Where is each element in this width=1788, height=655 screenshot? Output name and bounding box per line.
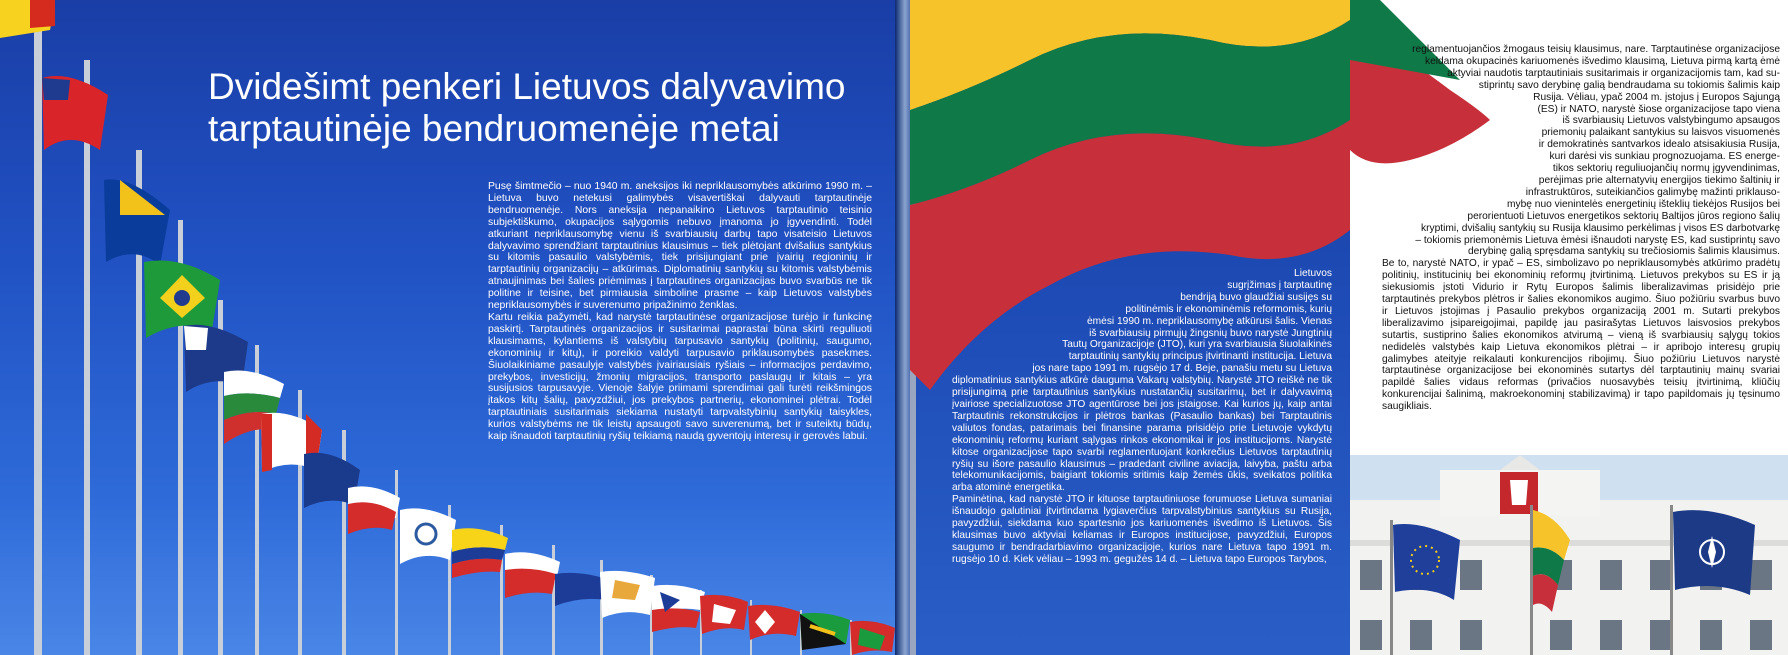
middle-line-4: politinėmis ir ekonominėmis reformomis, kurių [1125, 303, 1332, 315]
left-column-text [488, 181, 872, 443]
right-line-6: (ES) ir NATO, narystė šiose organizacijose tapo viena [1537, 103, 1780, 115]
left-paragraph-2: Kartu reikia pažymėti, kad narystė tarptautinėse organizacijose turėjo ir funkcinę paskirtį. Tarptautinės organizacijos ir susitarimai paprastai būna skirti reguliuoti klausimams, kylantiems iš valstybių tarpusavio santykių (politinių, saugumo, ekonominių ir kitų), ir poreikio valdyti tarpusavio priklausomybės pasekmes. Šiuolaikiniame pasaulyje valstybės įvairiausiais ryšiais – informacijos perdavimo, prekybos, investicijų, žmonių migracijos, transporto paslaugų ir kitais – yra susijusios tarpusavyje. Vienoje šalyje priimami sprendimai gali turėti reikšmingos įtakos kitų šalių, pavyzdžiui, jos prekybos partnerių, ekonominei plėtrai. Todėl tarptautiniais susitarimais siekiama nustatyti tarpvalstybinių santykių taisykles, kurios valstybėms ne tik leistų apsaugoti savo suverenumą, bet ir suteiktų būdų, kaip išnaudoti tarptautinių ryšių teikiamą naudą gyventojų interesų ir gerovės labui. [488, 311, 872, 443]
right-page [1350, 0, 1788, 655]
right-line-12: perėjimas prie alternatyvių energijos tiekimo šaltinių ir [1538, 174, 1780, 186]
right-line-8: priemonių palaikant santykius su laisvos visuomenės [1541, 127, 1780, 139]
page-title [208, 66, 888, 150]
right-line-15: perorientuoti Lietuvos energetikos sektorių Baltijos jūros regiono šalių [1467, 210, 1780, 222]
right-line-2: keldama okupacinės kariuomenės išvedimo klausimą, Lietuva pirmą kartą ėmė [1424, 55, 1780, 67]
left-paragraph-1: Pusę šimtmečio – nuo 1940 m. aneksijos iki nepriklausomybės atkūrimo 1990 m. – Lietuva buvo netekusi galimybės visavertiškai dalyvauti tarptautinėje bendruomenėje. Nors aneksija nepanaikino Lietuvos tarptautinio teisinio subjektiškumo, okupacijos sąlygomis nebuvo įmanoma jo įgyvendinti. Todėl atkuriant nepriklausomybę vienu iš svarbiausių darbų tapo visateisio Lietuvos dalyvavimo sprendžiant tarptautinius klausimus – tiek plėtojant dvišalius santykius su kitomis pasaulio valstybėmis, tiek prisijungiant prie įvairių regioninių ir tarptautinių organizacijų – atkūrimas. Diplomatinių santykių su kitomis valstybėmis atnaujinimas bei šalies priėmimas į tarptautines organizacijas buvo svarbūs ne tik politine ir teisine, bet pirmiausia simboline prasme – kaip Lietuvos valstybės nepriklausomybės ir suverenumo pripažinimo ženklas. [488, 181, 872, 312]
right-line-10: kuri darėsi vis sunkiau prognozuojama. ES energe- [1549, 151, 1780, 163]
right-line-17: – tokiomis priemonėmis Lietuva ėmėsi išnaudoti narystę ES, kad sustiprintų savo [1415, 234, 1780, 246]
right-line-18: derybinę galią spręsdama santykių su trečiosiomis šalimis klausimus. [1468, 246, 1780, 258]
title-line-2: tarptautinėje bendruomenėje metai [208, 108, 780, 149]
right-line-9: ir demokratinės santvarkos idealo atsisakiusia Rusija, [1538, 139, 1780, 151]
right-column-text [1382, 44, 1780, 413]
middle-line-6: iš svarbiausių pirmųjų žingsnių buvo narystė Jungtinių [1089, 327, 1332, 339]
right-paragraph-2: Be to, narystė NATO, ir ypač – ES, simbolizavo po nepriklausomybės atkūrimo pradėtų politinių, institucinių bei ekonominių reformų įtvirtinimą. Lietuvos prekybos su ES ir ją siekusiomis įstoti Vidurio ir Rytų Europos šalimis liberalizavimas prisidėjo prie tarptautinės prekybos plėtros ir šalies ekonomikos augimo. Šiuo požiūriu svarbus buvo ir Lietuvos įstojimas į Pasaulio prekybos organizaciją 2001 m. Sutarti prekybos liberalizavimo įsipareigojimai, papildę jau pasirašytas Lietuvos laisvosios prekybos sutartis, sustiprino šalies ekonomikos atvirumą – vieną iš svarbiausių sąlygų tokios nedidelės valstybės kaip Lietuva ekonomikos plėtrai – ir apribojo interesų grupių galimybes ateityje reikalauti konkurencijos ribojimų. Šiuo požiūriu Lietuvos narystė tarptautinėse organizacijose bei ekonominės sutartys dėl tarptautinių mainų svariai papildė šalies vidaus reformas (privačios nuosavybės teisių įtvirtinimą, kliūčių konkurencijai šalinimą, makroekonominį stabilizavimą) ir tapo papildomais jų tęsinumo saugikliais. [1382, 258, 1780, 413]
right-line-13: infrastruktūros, suteikiančios galimybę mažinti priklauso- [1525, 186, 1780, 198]
title-line-1: Dvidešimt penkeri Lietuvos dalyvavimo [208, 66, 846, 107]
right-line-7: iš svarbiausių Lietuvos valstybingumo apsaugos [1562, 115, 1780, 127]
middle-line-5: ėmėsi 1990 m. nepriklausomybę atkūrusi šalis. Vienas [1087, 315, 1332, 327]
right-line-1: reglamentuojančios žmogaus teisių klausimus, nare. Tarptautinėse organizacijose [1412, 44, 1780, 55]
right-line-16: kryptimi, dvišalių santykių su Rusija klausimo perkėlimas į visos ES darbotvarkę [1421, 222, 1780, 234]
right-line-3: aktyviai naudotis tarptautiniais susitarimais ir organizacijomis tam, kad su- [1447, 67, 1780, 79]
right-line-5: Rusija. Vėliau, ypač 2004 m. įstojus į Europos Sąjungą [1533, 91, 1780, 103]
right-line-4: stiprintų savo derybinę galią bendraudama su tokiomis šalimis kaip [1478, 79, 1780, 91]
middle-paragraph-2: Paminėtina, kad narystė JTO ir kituose tarptautiniuose forumuose Lietuva sumaniai išnaudojo galutiniai įtvirtindama lygiaverčius tarpvalstybinius santykius su Rusija, pavyzdžiui, siekdama kuo spartesnio jos kariuomenės išvedimo iš Lietuvos. Šis klausimas buvo aktyviai keliamas ir Europos institucijose, pavyzdžiui, Europos saugumo ir bendradarbiavimo organizacijoje, kurios nare Lietuva tapo 1991 m. rugsėjo 10 d. Kiek vėliau – 1993 m. gegužės 14 d. – Lietuva tapo Europos Tarybos, [952, 494, 1332, 565]
middle-line-7: Tautų Organizacijoje (JTO), kuri yra svarbiausia šiuolaikinės [1062, 339, 1332, 351]
middle-line-3: bendriją buvo glaudžiai susijęs su [1180, 291, 1332, 303]
middle-paragraph-rest: diplomatinius santykius atkūrė dauguma Vakarų valstybių. Narystė JTO reiškė ne tik prisijungimą prie tarptautinius santykius nustatančių susitarimų, bet ir dalyvavimą įvairiose specializuotose JTO agentūrose bei jos įstaigose. Kai kurios jų, kaip antai Tarptautinis rekonstrukcijos ir plėtros bankas (Pasaulio bankas) bei Tarptautinis valiutos fondas, patarimais bei finansine parama prisidėjo prie Lietuvoje vykdytų ekonominių reformų kuriant sąlygas rinkos ekonomikai ir jos institucijoms. Narystė kitose organizacijose tapo svarbi reglamentuojant konkrečius Lietuvos tarptautinių ryšių su išore pasaulio klausimus – pradedant civiline aviacija, laivyba, paštu arba telekomunikacijomis, baigiant tokiomis sritimis kaip žemės ūkis, sveikatos politika arba atominė energetika. [952, 375, 1332, 494]
middle-column-text [952, 268, 1332, 566]
right-line-11: tikos sektorių reguliuojančių normų įgyvendinimas, [1552, 163, 1780, 175]
middle-line-1: Lietuvos [1294, 268, 1332, 279]
lithuanian-flag-photo [910, 0, 1350, 655]
middle-line-8: tarptautinių santykių principus įtvirtinanti institucija. Lietuva [1068, 351, 1332, 363]
right-line-14: mybę nuo vienintelės energetinių išteklių tiekėjos Rusijos bei [1507, 198, 1780, 210]
middle-line-9: jos nare tapo 1991 m. rugsėjo 17 d. Beje, panašiu metu su Lietuva [1032, 363, 1332, 375]
middle-line-2: sugrįžimas į tarptautinę [1227, 279, 1332, 291]
